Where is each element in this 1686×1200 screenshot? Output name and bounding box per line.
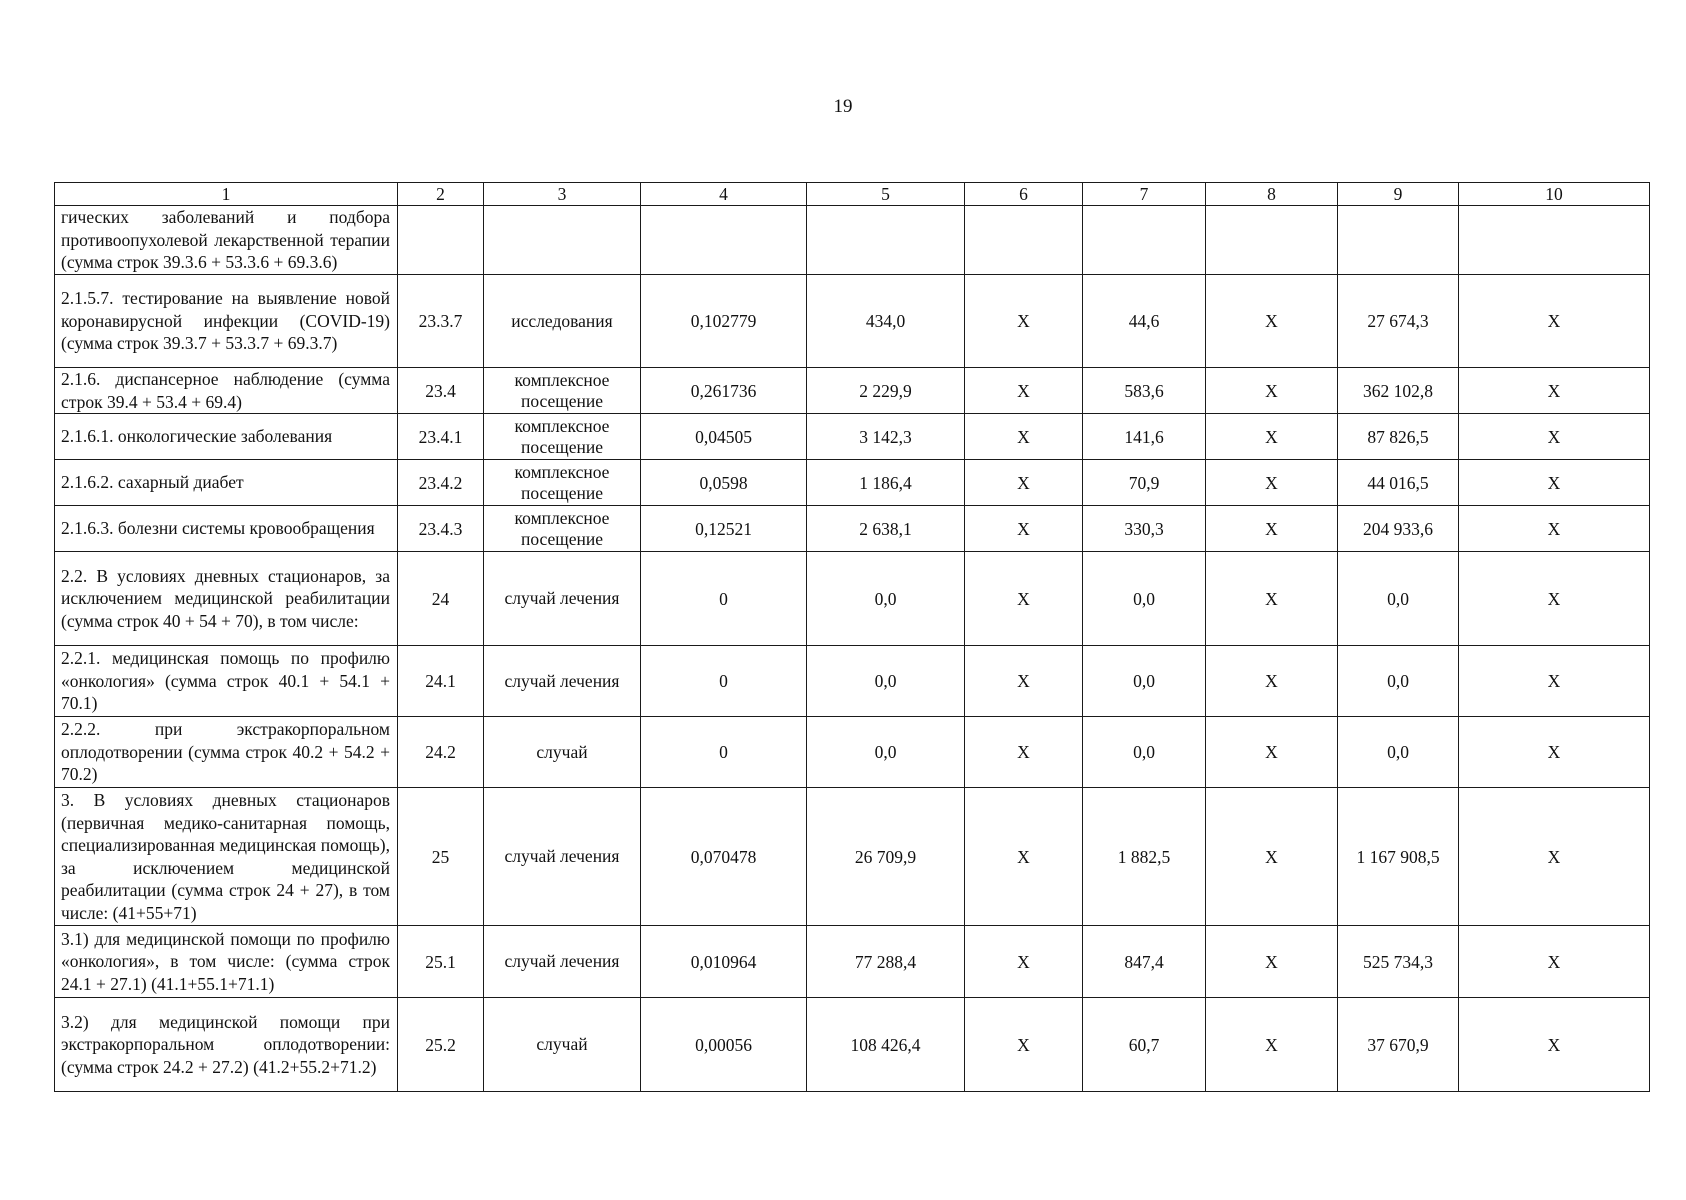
cell-col7: 583,6 [1083,368,1206,414]
cell-col4: 0 [641,717,807,788]
cell-col5: 2 638,1 [807,506,965,552]
row-code: 23.4.1 [398,414,484,460]
cell-col5: 77 288,4 [807,926,965,998]
cell-col10: X [1459,717,1650,788]
cell-col4: 0,00056 [641,998,807,1092]
row-unit: случай лечения [484,788,641,926]
cell-col6: X [965,460,1083,506]
row-description: 3. В условиях дневных стационаров (первичная медико-санитарная помощь, специализированная медицинская помощь), за исключением медицинской реабилитации (сумма строк 24 + 27), в том числе: (41+55+71) [55,788,398,926]
row-code: 23.4.3 [398,506,484,552]
cell-col7: 1 882,5 [1083,788,1206,926]
table-body [55,183,1650,1092]
cell-col8: X [1206,414,1338,460]
cell-col10: X [1459,368,1650,414]
cell-col4: 0,04505 [641,414,807,460]
cell-col10: X [1459,414,1650,460]
cell-col5: 3 142,3 [807,414,965,460]
column-header: 7 [1083,183,1206,206]
column-header: 9 [1338,183,1459,206]
cell-col5: 26 709,9 [807,788,965,926]
table-row [55,368,1650,414]
cell-col6: X [965,414,1083,460]
row-code: 25.1 [398,926,484,998]
table-row [55,717,1650,788]
row-unit: комплексное посещение [484,414,641,460]
row-unit: случай лечения [484,926,641,998]
cell-col7: 44,6 [1083,275,1206,368]
column-header: 4 [641,183,807,206]
cell-col9: 204 933,6 [1338,506,1459,552]
column-header: 5 [807,183,965,206]
cell-col8: X [1206,717,1338,788]
cell-col4: 0,12521 [641,506,807,552]
row-code: 25.2 [398,998,484,1092]
row-unit: случай [484,998,641,1092]
row-description: 2.2.1. медицинская помощь по профилю «онкология» (сумма строк 40.1 + 54.1 + 70.1) [55,646,398,717]
cell-col8: X [1206,788,1338,926]
cell-col6: X [965,717,1083,788]
row-unit: комплексное посещение [484,506,641,552]
row-unit: случай лечения [484,552,641,646]
cell-col10: X [1459,506,1650,552]
cell-col7: 0,0 [1083,646,1206,717]
cell-col7: 330,3 [1083,506,1206,552]
row-description: 2.2.2. при экстракорпоральном оплодотворении (сумма строк 40.2 + 54.2 + 70.2) [55,717,398,788]
table-row [55,206,1650,275]
row-unit: случай лечения [484,646,641,717]
cell-col4: 0,070478 [641,788,807,926]
cell-col6: X [965,926,1083,998]
cell-col7: 141,6 [1083,414,1206,460]
row-description: 2.1.6. диспансерное наблюдение (сумма строк 39.4 + 53.4 + 69.4) [55,368,398,414]
row-description: 3.2) для медицинской помощи при экстракорпоральном оплодотворении: (сумма строк 24.2 + 27.2) (41.2+55.2+71.2) [55,998,398,1092]
cell-col8: X [1206,275,1338,368]
cell-col9: 0,0 [1338,552,1459,646]
column-header: 2 [398,183,484,206]
row-unit: комплексное посещение [484,368,641,414]
table-row [55,414,1650,460]
cell-col5: 0,0 [807,646,965,717]
cell-col6 [965,206,1083,275]
row-description: 2.2. В условиях дневных стационаров, за исключением медицинской реабилитации (сумма строк 40 + 54 + 70), в том числе: [55,552,398,646]
cell-col9: 87 826,5 [1338,414,1459,460]
row-description: гических заболеваний и подбора противоопухолевой лекарственной терапии (сумма строк 39.3.6 + 53.3.6 + 69.3.6) [55,206,398,275]
page-number: 19 [833,96,853,117]
row-code: 24.1 [398,646,484,717]
cell-col4: 0,102779 [641,275,807,368]
cell-col6: X [965,506,1083,552]
row-code: 23.4 [398,368,484,414]
cell-col5 [807,206,965,275]
cell-col4: 0 [641,646,807,717]
row-code: 23.3.7 [398,275,484,368]
table-row [55,646,1650,717]
cell-col6: X [965,275,1083,368]
cell-col10: X [1459,460,1650,506]
table-row [55,926,1650,998]
cell-col6: X [965,368,1083,414]
cell-col5: 108 426,4 [807,998,965,1092]
row-description: 2.1.6.1. онкологические заболевания [55,414,398,460]
cell-col9 [1338,206,1459,275]
cell-col10 [1459,206,1650,275]
cell-col9: 0,0 [1338,717,1459,788]
cell-col5: 2 229,9 [807,368,965,414]
cell-col4: 0,010964 [641,926,807,998]
table-row [55,788,1650,926]
cell-col6: X [965,552,1083,646]
cell-col7: 70,9 [1083,460,1206,506]
table-row [55,506,1650,552]
cell-col4: 0,0598 [641,460,807,506]
cell-col10: X [1459,646,1650,717]
cell-col5: 0,0 [807,552,965,646]
cell-col10: X [1459,998,1650,1092]
cell-col9: 0,0 [1338,646,1459,717]
cell-col4: 0 [641,552,807,646]
cell-col8 [1206,206,1338,275]
cell-col6: X [965,998,1083,1092]
cell-col7: 847,4 [1083,926,1206,998]
cell-col9: 44 016,5 [1338,460,1459,506]
cell-col10: X [1459,926,1650,998]
cell-col9: 27 674,3 [1338,275,1459,368]
column-header: 10 [1459,183,1650,206]
cell-col7: 60,7 [1083,998,1206,1092]
table-row [55,998,1650,1092]
row-description: 3.1) для медицинской помощи по профилю «онкология», в том числе: (сумма строк 24.1 + 27.1) (41.1+55.1+71.1) [55,926,398,998]
column-header: 8 [1206,183,1338,206]
data-table [54,182,1650,1092]
cell-col6: X [965,788,1083,926]
cell-col9: 1 167 908,5 [1338,788,1459,926]
row-unit: исследования [484,275,641,368]
cell-col7: 0,0 [1083,717,1206,788]
cell-col8: X [1206,998,1338,1092]
cell-col7: 0,0 [1083,552,1206,646]
cell-col5: 1 186,4 [807,460,965,506]
cell-col5: 0,0 [807,717,965,788]
cell-col4 [641,206,807,275]
table-row [55,460,1650,506]
cell-col10: X [1459,552,1650,646]
row-description: 2.1.6.3. болезни системы кровообращения [55,506,398,552]
table-row [55,552,1650,646]
cell-col9: 362 102,8 [1338,368,1459,414]
cell-col8: X [1206,460,1338,506]
cell-col5: 434,0 [807,275,965,368]
cell-col9: 525 734,3 [1338,926,1459,998]
column-header: 1 [55,183,398,206]
column-header: 6 [965,183,1083,206]
row-unit: комплексное посещение [484,460,641,506]
column-header: 3 [484,183,641,206]
row-unit: случай [484,717,641,788]
cell-col10: X [1459,788,1650,926]
cell-col8: X [1206,368,1338,414]
cell-col6: X [965,646,1083,717]
cell-col8: X [1206,506,1338,552]
table-row [55,275,1650,368]
cell-col10: X [1459,275,1650,368]
cell-col7 [1083,206,1206,275]
row-code: 25 [398,788,484,926]
row-unit [484,206,641,275]
header-row [55,183,1650,206]
row-description: 2.1.5.7. тестирование на выявление новой коронавирусной инфекции (COVID-19) (сумма строк 39.3.7 + 53.3.7 + 69.3.7) [55,275,398,368]
row-description: 2.1.6.2. сахарный диабет [55,460,398,506]
row-code: 24.2 [398,717,484,788]
cell-col8: X [1206,552,1338,646]
cell-col8: X [1206,646,1338,717]
row-code: 24 [398,552,484,646]
cell-col4: 0,261736 [641,368,807,414]
row-code [398,206,484,275]
cell-col8: X [1206,926,1338,998]
cell-col9: 37 670,9 [1338,998,1459,1092]
row-code: 23.4.2 [398,460,484,506]
